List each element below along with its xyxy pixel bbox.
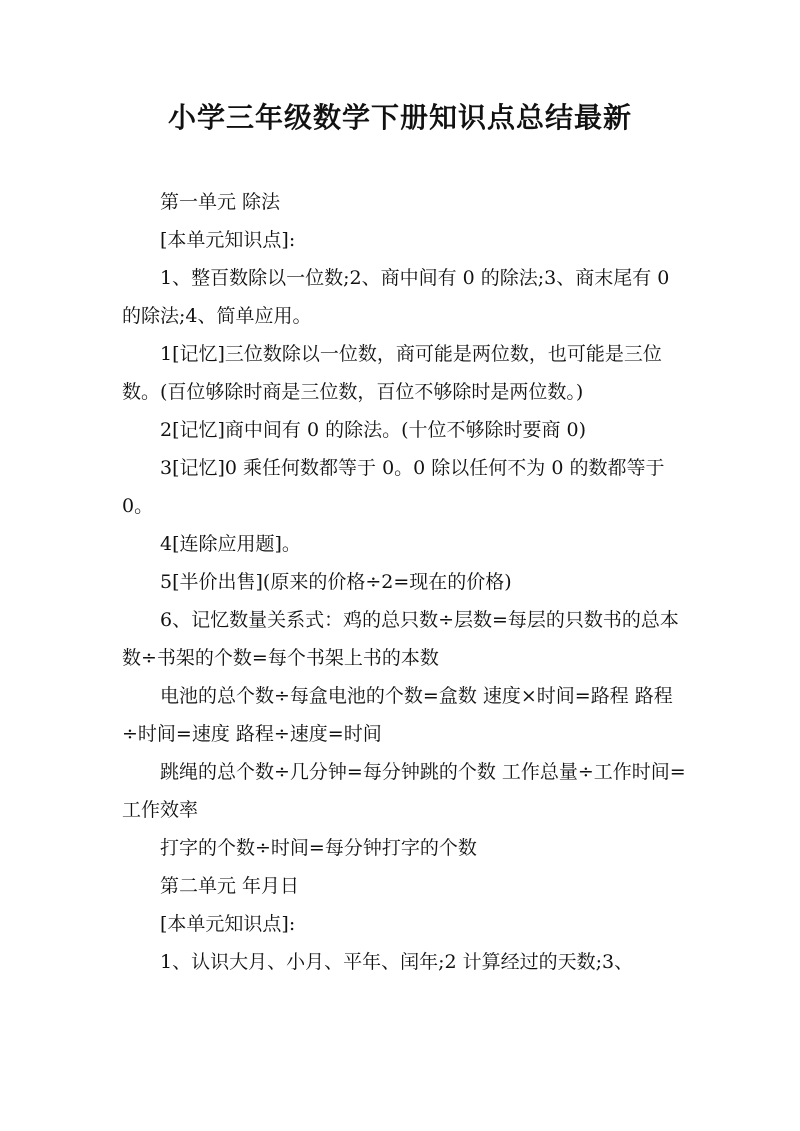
paragraph: 5[半价出售](原来的价格÷2=现在的价格) <box>160 571 512 593</box>
document-body <box>122 183 688 981</box>
paragraph: 4[连除应用题]。 <box>160 533 301 555</box>
paragraph: 跳绳的总个数÷几分钟=每分钟跳的个数 工作总量÷工作时间=工作效率 <box>122 761 686 821</box>
paragraph: 1[记忆]三位数除以一位数，商可能是两位数，也可能是三位数。(百位够除时商是三位数，百位不够除时是两位数。) <box>122 343 662 403</box>
paragraph: 1、认识大月、小月、平年、闰年;2 计算经过的天数;3、 <box>160 951 634 973</box>
paragraph: 2[记忆]商中间有 0 的除法。(十位不够除时要商 0) <box>160 419 587 441</box>
paragraph: 3[记忆]0 乘任何数都等于 0。0 除以任何不为 0 的数都等于 0。 <box>122 457 665 517</box>
paragraph: 打字的个数÷时间=每分钟打字的个数 <box>160 837 477 859</box>
knowledge-points-label: [本单元知识点]: <box>160 229 296 251</box>
document-title: 小学三年级数学下册知识点总结最新 <box>167 101 632 134</box>
knowledge-points-label: [本单元知识点]: <box>160 913 296 935</box>
paragraph: 1、整百数除以一位数;2、商中间有 0 的除法;3、商末尾有 0 的除法;4、简单应用。 <box>122 267 670 327</box>
section-heading-unit-1: 第一单元 除法 <box>160 191 281 213</box>
paragraph: 6、记忆数量关系式：鸡的总只数÷层数=每层的只数书的总本数÷书架的个数=每个书架上书的本数 <box>122 609 679 669</box>
section-heading-unit-2: 第二单元 年月日 <box>160 875 300 897</box>
paragraph: 电池的总个数÷每盒电池的个数=盒数 速度×时间=路程 路程÷时间=速度 路程÷速度=时间 <box>122 685 673 745</box>
